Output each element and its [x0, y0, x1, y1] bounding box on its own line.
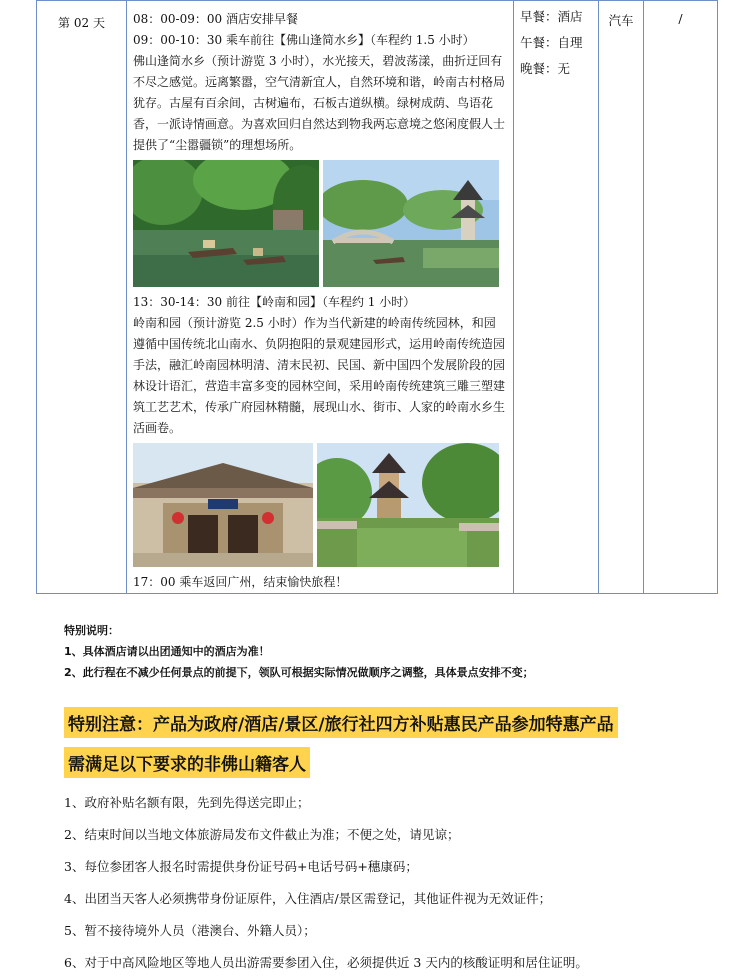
breakfast-label: 早餐：酒店 — [520, 9, 583, 24]
requirement-item: 2、结束时间以当地文体旅游局发布文件截止为准；不便之处，请见谅； — [64, 827, 460, 842]
transport-label: 汽车 — [608, 13, 634, 28]
requirement-item: 1、政府补贴名额有限，先到先得送完即止； — [64, 795, 310, 810]
requirement-item: 3、每位参团客人报名时需提供身份证号码+电话号码+穗康码； — [64, 859, 418, 874]
schedule-line-breakfast: 08：00-09：00 酒店安排早餐 — [133, 12, 298, 26]
schedule-line-fengjian: 09：00-10：30 乘车前往【佛山逢简水乡】（车程约 1.5 小时） — [133, 33, 475, 47]
hegarden-photos — [133, 443, 507, 567]
itinerary-table — [36, 0, 718, 594]
notes-title: 特别说明： — [64, 624, 119, 637]
water-village-boats-photo — [133, 160, 319, 287]
garden-pagoda-lake-photo — [317, 443, 499, 567]
lunch-label: 午餐：自理 — [520, 35, 583, 50]
requirement-item: 4、出团当天客人必须携带身份证原件，入住酒店/景区需登记，其他证件视为无效证件； — [64, 891, 552, 906]
transport-cell — [599, 1, 644, 594]
schedule-cell — [127, 1, 514, 594]
hotel-cell — [644, 1, 718, 594]
attention-heading-line-2: 需满足以下要求的非佛山籍客人 — [64, 747, 310, 778]
fengjian-description: 佛山逢简水乡（预计游览 3 小时），水光接天，碧波荡漾，曲折迂回有不尽之感觉。远离繁嚣，空气清新宜人，自然环境和谐，岭南古村格局犹存。古屋有百余间，古树遍布，石板古道纵横。绿树成荫、鸟语花香，一派诗情画意。为喜欢回归自然达到物我两忘意境之悠闲度假人士提供了“尘嚣疆锁”的理想场所。 — [133, 54, 506, 152]
schedule-line-return: 17：00 乘车返回广州，结束愉快旅程！ — [133, 575, 348, 589]
requirements-list — [64, 787, 588, 979]
day-row — [37, 1, 718, 594]
attention-heading-line-1: 特别注意：产品为政府/酒店/景区/旅行社四方补贴惠民产品参加特惠产品 — [64, 707, 618, 738]
meals-cell — [514, 1, 599, 594]
day-label: 第 02 天 — [58, 16, 105, 30]
ancestral-hall-photo — [133, 443, 313, 567]
schedule-line-hegarden: 13：30-14：30 前往【岭南和园】（车程约 1 小时） — [133, 295, 416, 309]
special-notes — [64, 620, 534, 683]
stone-bridge-pavilion-photo — [323, 160, 499, 287]
dinner-label: 晚餐：无 — [520, 61, 571, 76]
day-cell — [37, 1, 127, 594]
requirement-item: 6、对于中高风险地区等地人员出游需要参团入住，必须提供近 3 天内的核酸证明和居住证明。 — [64, 955, 588, 970]
fengjian-photos — [133, 160, 507, 287]
notes-item-2: 2、此行程在不减少任何景点的前提下，领队可根据实际情况做顺序之调整，具体景点安排不变； — [64, 666, 534, 679]
hegarden-description: 岭南和园（预计游览 2.5 小时）作为当代新建的岭南传统园林，和园遵循中国传统北山南水、负阴抱阳的景观建园形式，运用岭南传统造园手法，融汇岭南园林明清、清末民初、民国、新中国四个发展阶段的园林设计语汇，营造丰富多变的园林空间，采用岭南传统建筑三雕三塑建筑工艺艺术，传承广府园林精髓，展现山水、街市、人家的岭南水乡生活画卷。 — [133, 316, 506, 435]
notes-item-1: 1、具体酒店请以出团通知中的酒店为准！ — [64, 645, 270, 658]
requirement-item: 5、暂不接待境外人员（港澳台、外籍人员）； — [64, 923, 316, 938]
hotel-label: / — [678, 11, 683, 26]
